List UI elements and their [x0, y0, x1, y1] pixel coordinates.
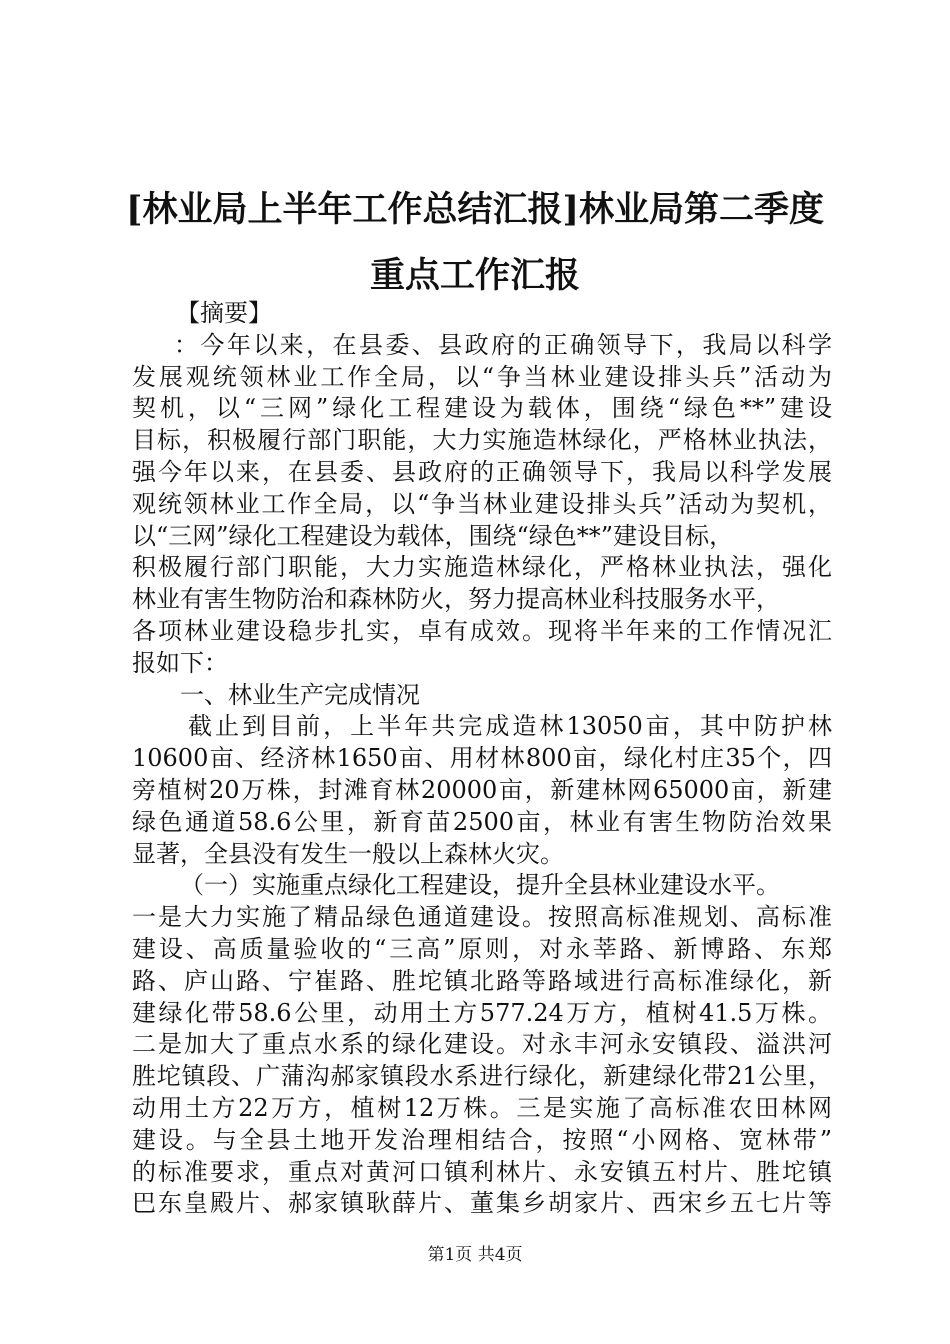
- body-line: 报如下：: [132, 648, 228, 677]
- document-body: [132, 298, 832, 1220]
- body-line: 积极履行部门职能，大力实施造林绿化，严格林业执法，强化: [132, 553, 832, 582]
- body-line: 显著，全县没有发生一般以上森林火灾。: [132, 839, 564, 868]
- body-line: 建绿化带58.6公里，动用土方577.24万方，植树41.5万株。: [132, 998, 832, 1027]
- body-line: 观统领林业工作全局，以“争当林业建设排头兵”活动为契机，: [132, 489, 832, 518]
- body-line: 各项林业建设稳步扎实，卓有成效。现将半年来的工作情况汇: [132, 616, 832, 645]
- subsection-heading: （一）实施重点绿化工程建设，提升全县林业建设水平。: [180, 871, 780, 900]
- body-line: 胜坨镇段、广蒲沟郝家镇段水系进行绿化，新建绿化带21公里，: [132, 1062, 832, 1091]
- body-line: 建设。与全县土地开发治理相结合，按照“小网格、宽林带”: [132, 1125, 832, 1154]
- body-line: 截止到目前，上半年共完成造林13050亩，其中防护林: [188, 712, 832, 741]
- body-line: 二是加大了重点水系的绿化建设。对永丰河永安镇段、溢洪河: [132, 1030, 832, 1059]
- body-line: 动用土方22万方，植树12万株。三是实施了高标准农田林网: [132, 1093, 832, 1122]
- document-title-line-2: 重点工作汇报: [369, 255, 580, 296]
- page-footer: 第1页 共4页: [427, 1245, 523, 1265]
- abstract-heading: 【摘要】: [176, 299, 272, 327]
- body-line: 发展观统领林业工作全局，以“争当林业建设排头兵”活动为: [132, 362, 832, 391]
- body-line: 绿色通道58.6公里，新育苗2500亩，林业有害生物防治效果: [132, 807, 832, 836]
- body-line: 10600亩、经济林1650亩、用材林800亩，绿化村庄35个，四: [132, 744, 832, 773]
- body-line: 契机，以“三网”绿化工程建设为载体，围绕“绿色**”建设: [132, 394, 832, 423]
- section-heading: 一、林业生产完成情况: [180, 680, 420, 709]
- body-line: 巴东皇殿片、郝家镇耿薛片、董集乡胡家片、西宋乡五七片等: [132, 1189, 832, 1218]
- body-line: 一是大力实施了精品绿色通道建设。按照高标准规划、高标准: [132, 903, 832, 932]
- body-line: 旁植树20万株，封滩育林20000亩，新建林网65000亩，新建: [132, 775, 832, 804]
- document-title-line-1: [林业局上半年工作总结汇报]林业局第二季度: [125, 189, 825, 230]
- body-line: 的标准要求，重点对黄河口镇利林片、永安镇五村片、胜坨镇: [132, 1157, 832, 1186]
- body-line: 路、庐山路、宁崔路、胜坨镇北路等路域进行高标准绿化，新: [132, 966, 832, 995]
- body-line: 建设、高质量验收的“三高”原则，对永莘路、新博路、东郑: [132, 934, 832, 963]
- body-line: 强今年以来，在县委、县政府的正确领导下，我局以科学发展: [132, 457, 832, 486]
- body-line: 以“三网”绿化工程建设为载体，围绕“绿色**”建设目标，: [132, 521, 734, 550]
- body-line: 目标，积极履行部门职能，大力实施造林绿化，严格林业执法，: [132, 426, 832, 455]
- body-line: ：今年以来，在县委、县政府的正确领导下，我局以科学: [174, 330, 832, 359]
- body-line: 林业有害生物防治和森林防火，努力提高林业科技服务水平，: [132, 585, 780, 614]
